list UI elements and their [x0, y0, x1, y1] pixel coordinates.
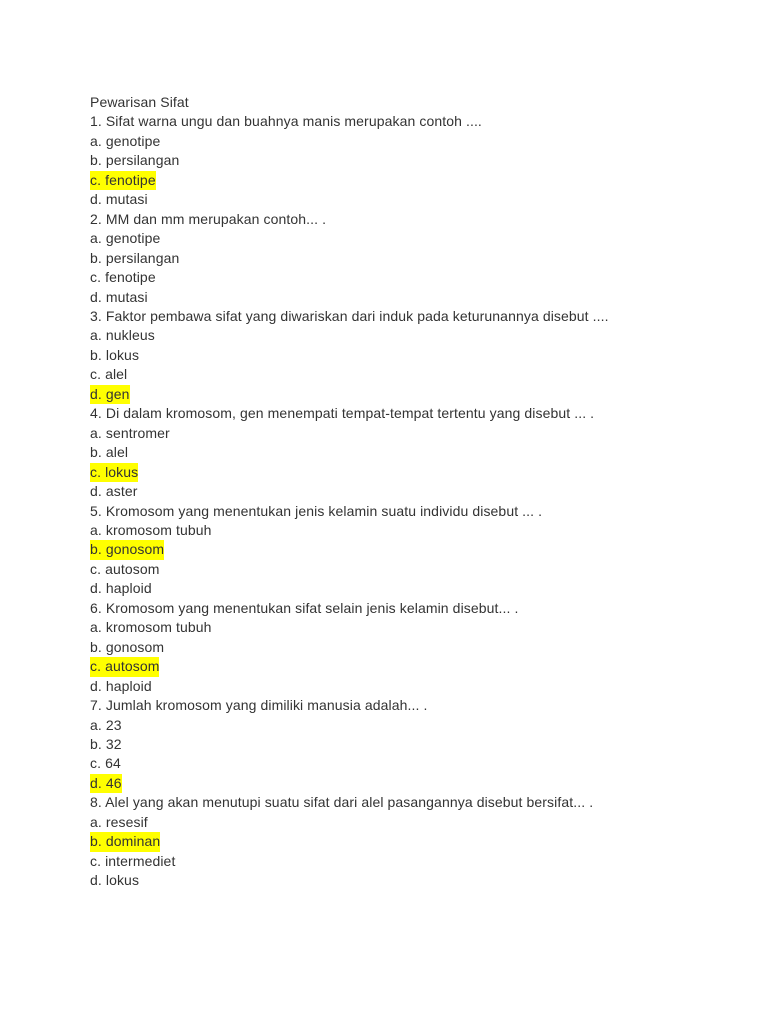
option-line	[90, 229, 650, 248]
option-line	[90, 268, 650, 287]
option-text: b. alel	[90, 444, 129, 461]
option-text: c. alel	[90, 366, 128, 383]
option-line	[90, 463, 650, 482]
question-block	[90, 696, 650, 793]
option-line	[90, 365, 650, 384]
option-text: a. kromosom tubuh	[90, 521, 212, 538]
highlighted-answer: d. 46	[90, 774, 122, 793]
option-text: a. kromosom tubuh	[90, 619, 212, 636]
option-line	[90, 326, 650, 345]
question-block	[90, 793, 650, 890]
option-text: c. intermediet	[90, 852, 176, 869]
question-text: 3. Faktor pembawa sifat yang diwariskan dari induk pada keturunannya disebut ....	[90, 307, 609, 324]
option-line	[90, 151, 650, 170]
option-line	[90, 677, 650, 696]
highlighted-answer: b. dominan	[90, 832, 160, 851]
option-text: b. persilangan	[90, 249, 180, 266]
option-line	[90, 579, 650, 598]
highlighted-answer: c. autosom	[90, 657, 159, 676]
question-block	[90, 599, 650, 696]
question-block	[90, 210, 650, 307]
option-text: b. 32	[90, 735, 122, 752]
question-block	[90, 502, 650, 599]
option-line	[90, 638, 650, 657]
question-block	[90, 307, 650, 404]
option-line	[90, 132, 650, 151]
option-text: c. 64	[90, 755, 121, 772]
option-line	[90, 424, 650, 443]
question-text: 6. Kromosom yang menentukan sifat selain jenis kelamin disebut... .	[90, 599, 519, 616]
question-text: 2. MM dan mm merupakan contoh... .	[90, 210, 327, 227]
option-line	[90, 852, 650, 871]
option-line	[90, 735, 650, 754]
option-line	[90, 521, 650, 540]
option-text: a. genotipe	[90, 132, 161, 149]
option-text: c. fenotipe	[90, 269, 156, 286]
option-text: b. lokus	[90, 346, 140, 363]
highlighted-answer: c. lokus	[90, 463, 138, 482]
question-text: 5. Kromosom yang menentukan jenis kelamin suatu individu disebut ... .	[90, 502, 543, 519]
option-text: a. sentromer	[90, 424, 170, 441]
option-text: c. autosom	[90, 560, 160, 577]
option-text: d. mutasi	[90, 191, 148, 208]
option-text: b. gonosom	[90, 638, 165, 655]
question-text: 7. Jumlah kromosom yang dimiliki manusia adalah... .	[90, 697, 428, 714]
option-line	[90, 716, 650, 735]
option-line	[90, 754, 650, 773]
option-text: d. haploid	[90, 677, 152, 694]
option-text: a. nukleus	[90, 327, 155, 344]
question-list	[90, 112, 650, 890]
option-line	[90, 871, 650, 890]
document-body	[90, 93, 650, 891]
option-line	[90, 540, 650, 559]
document-title: Pewarisan Sifat	[90, 94, 189, 110]
option-line	[90, 288, 650, 307]
option-line	[90, 482, 650, 501]
option-line	[90, 443, 650, 462]
highlighted-answer: d. gen	[90, 385, 130, 404]
option-text: d. haploid	[90, 580, 152, 597]
question-text: 1. Sifat warna ungu dan buahnya manis merupakan contoh ....	[90, 113, 482, 130]
option-line	[90, 813, 650, 832]
question-block	[90, 404, 650, 501]
question-text: 4. Di dalam kromosom, gen menempati tempat-tempat tertentu yang disebut ... .	[90, 405, 595, 422]
option-line	[90, 171, 650, 190]
option-line	[90, 657, 650, 676]
option-line	[90, 774, 650, 793]
option-line	[90, 832, 650, 851]
option-text: a. genotipe	[90, 230, 161, 247]
question-block	[90, 112, 650, 209]
option-line	[90, 249, 650, 268]
option-text: d. lokus	[90, 872, 140, 889]
option-line	[90, 190, 650, 209]
option-text: b. persilangan	[90, 152, 180, 169]
option-line	[90, 618, 650, 637]
option-line	[90, 346, 650, 365]
option-text: d. mutasi	[90, 288, 148, 305]
option-text: d. aster	[90, 483, 138, 500]
option-line	[90, 560, 650, 579]
option-text: a. resesif	[90, 813, 148, 830]
highlighted-answer: b. gonosom	[90, 540, 164, 559]
question-text: 8. Alel yang akan menutupi suatu sifat dari alel pasangannya disebut bersifat... .	[90, 794, 594, 811]
option-text: a. 23	[90, 716, 122, 733]
highlighted-answer: c. fenotipe	[90, 171, 156, 190]
option-line	[90, 385, 650, 404]
